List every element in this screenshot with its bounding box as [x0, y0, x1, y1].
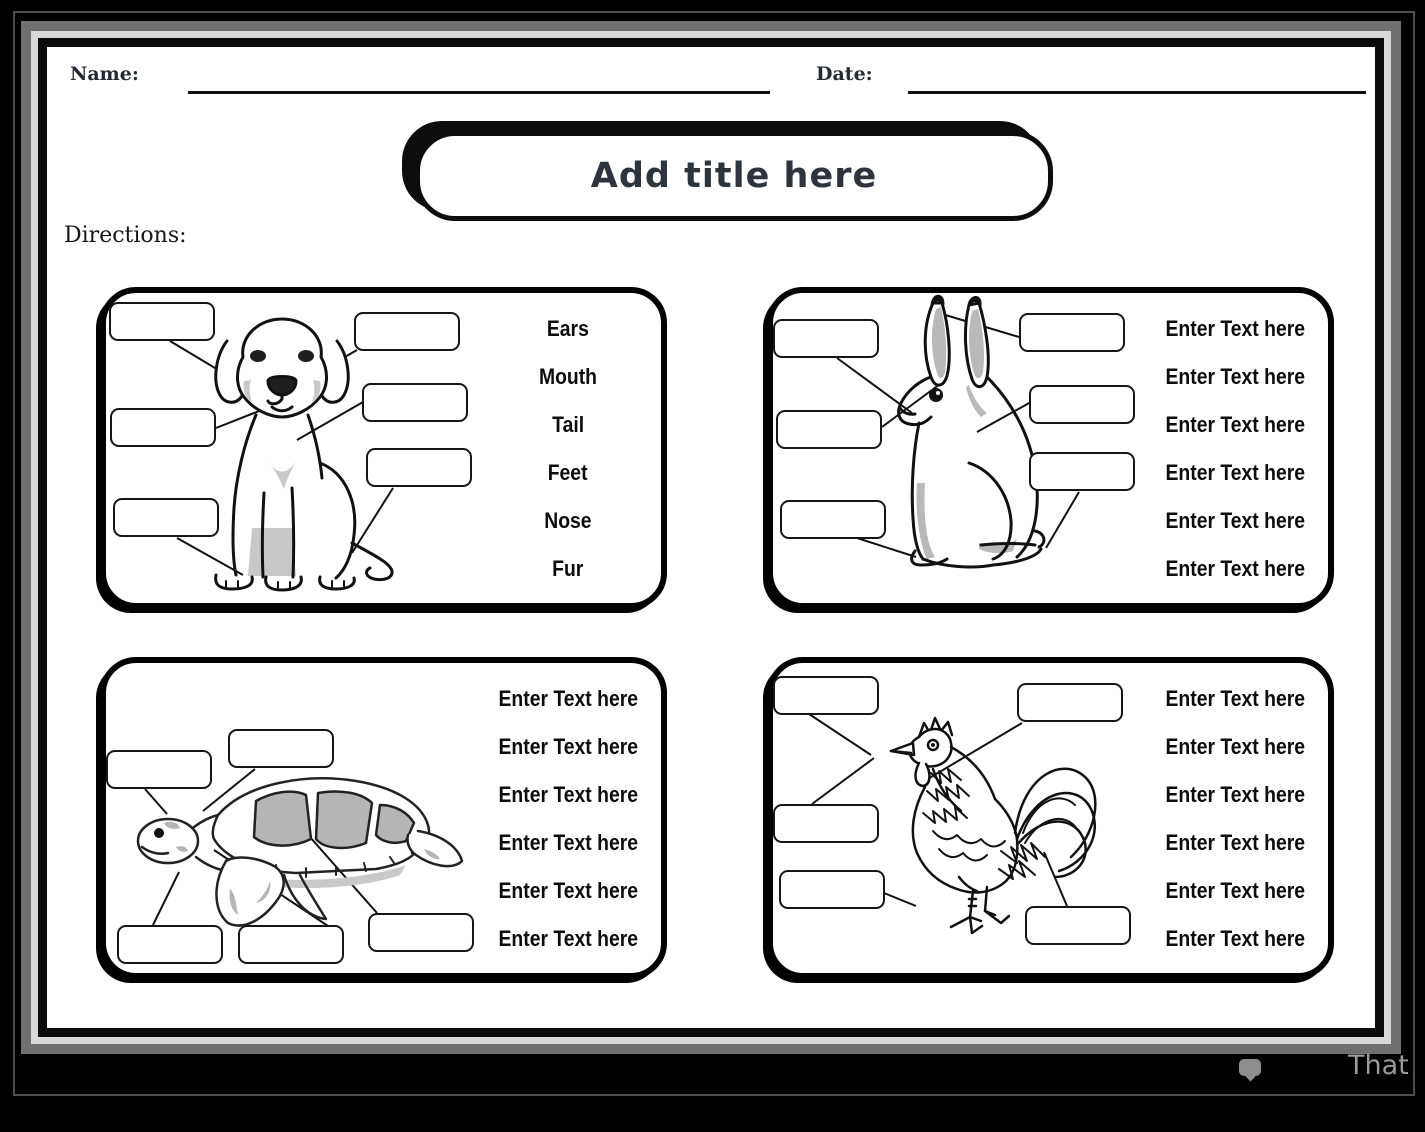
label-box[interactable]	[776, 410, 882, 449]
panel-rooster	[767, 657, 1334, 979]
word-bank-item: Nose	[544, 508, 592, 533]
title-box[interactable]	[415, 131, 1053, 221]
enter-text-placeholder[interactable]: Enter Text here	[498, 686, 638, 711]
label-box[interactable]	[773, 319, 879, 358]
enter-text-placeholder[interactable]: Enter Text here	[498, 926, 638, 951]
speech-bubble-icon	[1239, 1059, 1261, 1076]
brand-text: That	[1348, 1050, 1409, 1081]
panel-turtle	[100, 657, 667, 979]
label-box[interactable]	[354, 312, 460, 351]
enter-text-list	[1135, 675, 1335, 963]
date-line[interactable]	[908, 91, 1366, 94]
page-title: Add title here	[590, 156, 878, 196]
enter-text-placeholder[interactable]: Enter Text here	[1165, 734, 1305, 759]
label-box[interactable]	[106, 750, 212, 789]
enter-text-placeholder[interactable]: Enter Text here	[1165, 830, 1305, 855]
directions-label: Directions:	[64, 223, 187, 248]
label-box[interactable]	[780, 500, 886, 539]
label-box[interactable]	[773, 804, 879, 843]
enter-text-list	[468, 675, 668, 963]
enter-text-placeholder[interactable]: Enter Text here	[1165, 460, 1305, 485]
enter-text-placeholder[interactable]: Enter Text here	[1165, 316, 1305, 341]
word-bank-item: Ears	[547, 316, 589, 341]
label-box[interactable]	[773, 676, 879, 715]
label-box[interactable]	[362, 383, 468, 422]
enter-text-placeholder[interactable]: Enter Text here	[1165, 686, 1305, 711]
enter-text-placeholder[interactable]: Enter Text here	[498, 878, 638, 903]
label-box[interactable]	[228, 729, 334, 768]
word-bank-item: Tail	[552, 412, 584, 437]
panel-rabbit	[767, 287, 1334, 609]
label-box[interactable]	[1029, 452, 1135, 491]
word-bank-item: Fur	[552, 556, 584, 581]
word-bank-item: Mouth	[538, 364, 598, 389]
footer-bar	[0, 1048, 1425, 1093]
label-box[interactable]	[779, 870, 885, 909]
enter-text-placeholder[interactable]: Enter Text here	[1165, 782, 1305, 807]
enter-text-placeholder[interactable]: Enter Text here	[1165, 412, 1305, 437]
label-box[interactable]	[117, 925, 223, 964]
name-label: Name:	[70, 63, 139, 85]
enter-text-placeholder[interactable]: Enter Text here	[498, 734, 638, 759]
label-box[interactable]	[238, 925, 344, 964]
word-bank	[468, 305, 668, 593]
name-line[interactable]	[188, 91, 770, 94]
label-box[interactable]	[366, 448, 472, 487]
enter-text-placeholder[interactable]: Enter Text here	[498, 830, 638, 855]
label-box[interactable]	[1017, 683, 1123, 722]
word-bank-item: Feet	[548, 460, 588, 485]
enter-text-placeholder[interactable]: Enter Text here	[1165, 926, 1305, 951]
worksheet-page	[47, 47, 1375, 1028]
label-box[interactable]	[1025, 906, 1131, 945]
label-box[interactable]	[113, 498, 219, 537]
label-box[interactable]	[1029, 385, 1135, 424]
enter-text-placeholder[interactable]: Enter Text here	[1165, 556, 1305, 581]
label-box[interactable]	[110, 408, 216, 447]
panel-dog	[100, 287, 667, 609]
enter-text-placeholder[interactable]: Enter Text here	[1165, 364, 1305, 389]
enter-text-placeholder[interactable]: Enter Text here	[1165, 878, 1305, 903]
enter-text-list	[1135, 305, 1335, 593]
date-label: Date:	[816, 63, 873, 85]
label-box[interactable]	[109, 302, 215, 341]
label-box[interactable]	[368, 913, 474, 952]
enter-text-placeholder[interactable]: Enter Text here	[1165, 508, 1305, 533]
enter-text-placeholder[interactable]: Enter Text here	[498, 782, 638, 807]
label-box[interactable]	[1019, 313, 1125, 352]
